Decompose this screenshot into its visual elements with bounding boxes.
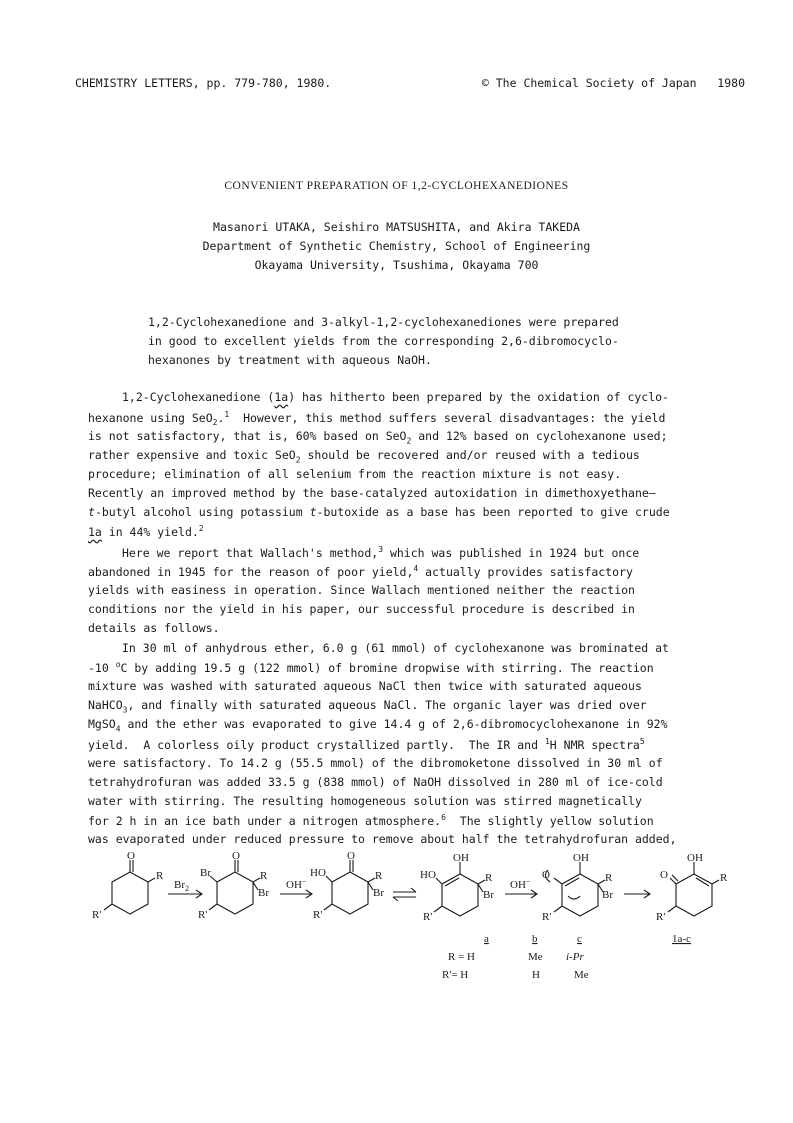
svg-text:HO: HO	[420, 869, 436, 881]
arrow-hydroxide-1	[280, 877, 312, 898]
svg-text:HO: HO	[310, 867, 326, 879]
body-line: is not satisfactory, that is, 60% based on SeO$_2$ and 12% based on cyclohexanone used;	[88, 429, 668, 446]
journal-citation: CHEMISTRY LETTERS, pp. 779-780, 1980.	[75, 76, 332, 90]
body-line: procedure; elimination of all selenium from the reaction mixture is not easy.	[88, 467, 622, 481]
copyright-symbol: ©	[481, 76, 489, 90]
copyright-text: The Chemical Society of Japan 1980	[495, 76, 745, 90]
row-rprime-b: H	[532, 969, 540, 981]
compound-ref: 1a	[88, 524, 102, 539]
r-prime-label: R'	[92, 909, 102, 921]
svg-text:R': R'	[656, 911, 666, 923]
body-line: 1a in 44% yield.$^2$	[88, 524, 204, 539]
row-r-label: R = H	[448, 951, 475, 963]
body-line: water with stirring. The resulting homogeneous solution was stirred magnetically	[88, 794, 642, 808]
body-line: for 2 h in an ice bath under a nitrogen atmosphere.$^6$ The slightly yellow solution	[88, 813, 654, 828]
body-line: mixture was washed with saturated aqueous NaCl then twice with saturated aqueous	[88, 679, 642, 693]
svg-text:R': R'	[313, 909, 323, 921]
column-b: b	[532, 933, 538, 945]
body-line: Here we report that Wallach's method,$^3$ which was published in 1924 but once	[122, 545, 640, 560]
arrow-elimination	[624, 890, 650, 898]
svg-text:OH: OH	[453, 852, 469, 864]
reagent-br2: $Br_2$	[174, 879, 189, 893]
body-line: tetrahydrofuran was added 33.5 g (838 mmol) of NaOH dissolved in 280 ml of ice-cold	[88, 775, 663, 789]
svg-text:Br: Br	[373, 887, 384, 899]
body-line: details as follows.	[88, 621, 220, 635]
body-line: were satisfactory. To 14.2 g (55.5 mmol) of the dibromoketone dissolved in 30 ml of	[88, 756, 663, 770]
svg-text:O: O	[347, 852, 355, 862]
svg-text:OH−: OH−	[286, 877, 307, 891]
structure-product-dione	[656, 852, 728, 923]
svg-text:R': R'	[423, 911, 433, 923]
body-line: MgSO$_4$ and the ether was evaporated to give 14.4 g of 2,6-dibromocyclohexanone in 92%	[88, 717, 668, 734]
affiliation-line-1: Department of Synthetic Chemistry, School of Engineering	[202, 239, 591, 253]
svg-text:O: O	[660, 869, 668, 881]
body-line: In 30 ml of anhydrous ether, 6.0 g (61 mmol) of cyclohexanone was brominated at	[122, 641, 669, 655]
structure-enol	[420, 852, 494, 923]
abstract-line: 1,2-Cyclohexanedione and 3-alkyl-1,2-cyclohexanediones were prepared	[148, 315, 619, 329]
body-line: Recently an improved method by the base-catalyzed autoxidation in dimethoxyethane—	[88, 486, 656, 500]
arrow-hydroxide-2	[505, 877, 537, 898]
svg-text:Br: Br	[258, 887, 269, 899]
svg-text:OH−: OH−	[510, 877, 531, 891]
row-rprime-c: Me	[574, 969, 589, 981]
arrow-bromination	[168, 879, 202, 898]
svg-text:R: R	[485, 872, 493, 884]
copyright-line	[482, 76, 745, 90]
affiliation-line-2: Okayama University, Tsushima, Okayama 700	[254, 258, 539, 272]
structure-cyclohexanone	[92, 852, 164, 921]
structure-hydroxy-intermediate	[310, 852, 384, 921]
body-line: yield. A colorless oily product crystallized partly. The IR and $^1$H NMR spectra$^5$	[88, 737, 645, 752]
structure-enolate	[542, 852, 613, 923]
body-line: was evaporated under reduced pressure to remove about half the tetrahydrofuran added,	[88, 832, 677, 846]
svg-text:R: R	[720, 872, 728, 884]
abstract-line: in good to excellent yields from the corresponding 2,6-dibromocyclo-	[148, 334, 619, 348]
substituent-table	[442, 933, 589, 981]
equilibrium-arrows	[393, 888, 416, 901]
body-line: yields with easiness in operation. Since Wallach mentioned neither the reaction	[88, 583, 635, 597]
product-label: 1a-c	[672, 933, 691, 945]
row-rprime-label: R'= H	[442, 969, 469, 981]
svg-text:R': R'	[198, 909, 208, 921]
svg-text:OH: OH	[573, 852, 589, 864]
reaction-scheme	[90, 852, 750, 992]
oxygen-label: O	[127, 852, 135, 862]
body-line: t-butyl alcohol using potassium t-butoxide as a base has been reported to give crude	[88, 505, 670, 519]
author-list: Masanori UTAKA, Seishiro MATSUSHITA, and Akira TAKEDA	[213, 220, 580, 234]
row-r-b: Me	[528, 951, 543, 963]
body-line: 1,2-Cyclohexanedione (1a) has hitherto been prepared by the oxidation of cyclo-	[122, 390, 669, 404]
body-line: -10 $^o$C by adding 19.5 g (122 mmol) of bromine dropwise with stirring. The reaction	[88, 660, 654, 675]
body-line: NaHCO$_3$, and finally with saturated aqueous NaCl. The organic layer was dried over	[88, 698, 647, 715]
svg-text:R': R'	[542, 911, 552, 923]
r-label: R	[156, 870, 164, 882]
svg-text:R: R	[260, 870, 268, 882]
body-line: rather expensive and toxic SeO$_2$ should be recovered and/or reused with a tedious	[88, 448, 640, 465]
body-line: abandoned in 1945 for the reason of poor yield,$^4$ actually provides satisfactory	[88, 564, 633, 579]
paper-title: CONVENIENT PREPARATION OF 1,2-CYCLOHEXANEDIONES	[224, 180, 569, 192]
svg-text:R: R	[375, 870, 383, 882]
svg-text:O: O	[232, 852, 240, 862]
svg-text:Br: Br	[602, 889, 613, 901]
body-line: conditions nor the yield in his paper, our successful procedure is described in	[88, 602, 635, 616]
column-a: a	[484, 933, 489, 945]
svg-text:OH: OH	[687, 852, 703, 864]
svg-text:Br: Br	[200, 867, 211, 879]
svg-text:Br: Br	[483, 889, 494, 901]
compound-ref: 1a	[274, 390, 289, 404]
body-line: hexanone using SeO$_2$.$^1$ However, this method suffers several disadvantages: the yield	[88, 410, 666, 428]
abstract-line: hexanones by treatment with aqueous NaOH.	[148, 353, 432, 367]
svg-text:O: O	[542, 869, 550, 881]
row-r-c: i-Pr	[566, 951, 584, 963]
column-c: c	[577, 933, 582, 945]
svg-text:R: R	[605, 872, 613, 884]
structure-dibromoketone	[198, 852, 269, 921]
